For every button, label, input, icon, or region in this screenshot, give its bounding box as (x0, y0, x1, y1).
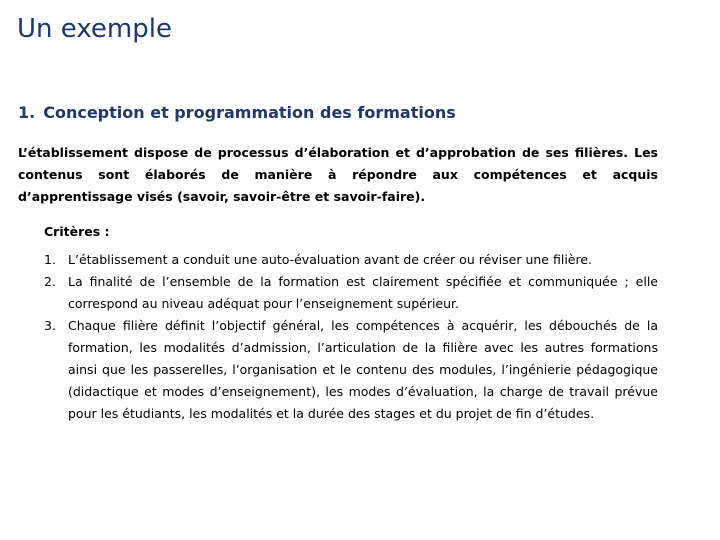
criteria-item (44, 315, 658, 425)
criteria-text: L’établissement a conduit une auto-évaluation avant de créer ou réviser une filière. (68, 252, 593, 267)
criteria-text: La finalité de l’ensemble de la formation est clairement spécifiée et communiquée ; elle correspond au niveau adéquat pour l’enseignement supérieur. (68, 274, 658, 311)
criteria-number: 2. (44, 274, 56, 289)
title-divider (0, 70, 720, 71)
criteria-number: 3. (44, 318, 56, 333)
criteria-number: 1. (44, 252, 56, 267)
criteria-text: Chaque filière définit l’objectif général, les compétences à acquérir, les débouchés de la formation, les modalités d’admission, l’articulation de la filière avec les autres formations ainsi que les passerelles, l’organisation et le contenu des modules, l’ingénierie pédagogique (didactique et modes d’enseignement), les modes d’évaluation, la charge de travail prévue pour les étudiants, les modalités et la durée des stages et du projet de fin d’études. (68, 318, 658, 421)
criteria-item (44, 271, 658, 315)
section-intro: L’établissement dispose de processus d’élaboration et d’approbation de ses filières. Les contenus sont élaborés de manière à répondre aux compétences et acquis d’apprentissage visés (savoir, savoir-être et savoir-faire). (18, 145, 658, 204)
criteria-label: Critères : (44, 224, 110, 239)
slide-title: Un exemple (17, 14, 172, 44)
criteria-item (44, 249, 658, 271)
section-heading-text: Conception et programmation des formations (43, 103, 456, 122)
criteria-list (18, 249, 658, 425)
slide-content (18, 103, 658, 425)
section-heading (18, 103, 658, 122)
section-number: 1. (18, 103, 36, 122)
